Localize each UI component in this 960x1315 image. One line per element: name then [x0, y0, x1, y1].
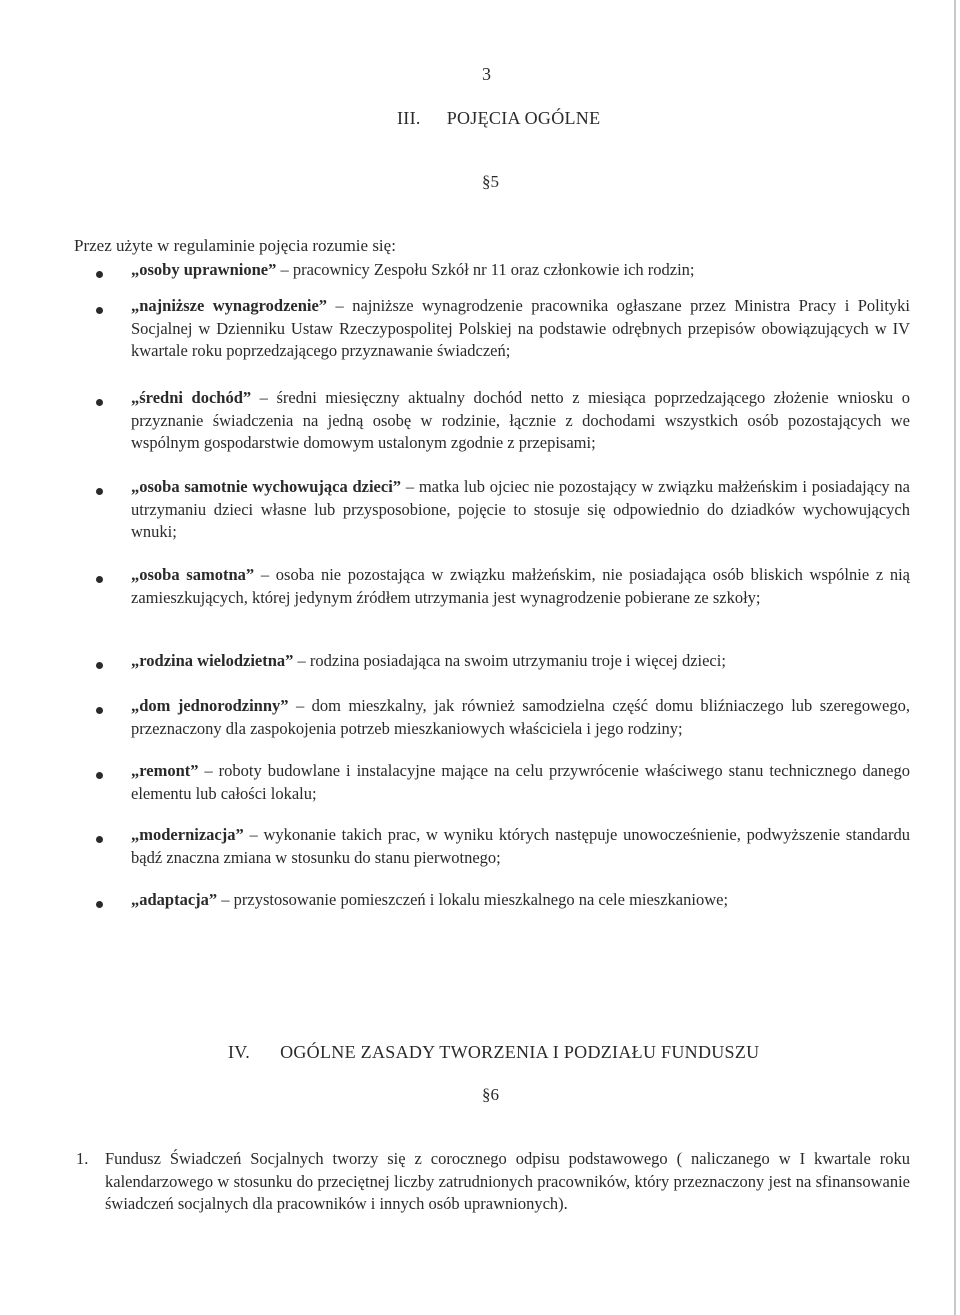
section-number: III.	[397, 108, 421, 128]
definition-term: „modernizacja”	[131, 825, 244, 844]
definition-text: – roboty budowlane i instalacyjne mające na celu przywrócenie właściwego stanu technicznego danego elementu lub całości lokalu;	[131, 761, 910, 803]
point-number: 1.	[76, 1149, 89, 1168]
definition-text: – rodzina posiadająca na swoim utrzymaniu troje i więcej dzieci;	[293, 651, 726, 670]
definition-term: „najniższe wynagrodzenie”	[131, 296, 328, 315]
definition-term: „remont”	[131, 761, 199, 780]
definition-text: – najniższe wynagrodzenie pracownika ogłaszane przez Ministra Pracy i Polityki Socjalnej w Dzienniku Ustaw Rzeczypospolitej Polskiej na podstawie odrębnych przepisów obowiązujących w IV kwartale roku poprzedzającego przyznawanie świadczeń;	[131, 296, 910, 360]
section-heading-iii	[397, 108, 600, 129]
definition-text: – pracownicy Zespołu Szkół nr 11 oraz członkowie ich rodzin;	[276, 260, 695, 279]
definition-item	[131, 295, 910, 363]
definition-term: „osoba samotna”	[131, 565, 255, 584]
point-text: Fundusz Świadczeń Socjalnych tworzy się z corocznego odpisu podstawowego ( naliczanego w I kwartale roku kalendarzowego w stosunku do przeciętnej liczby zatrudnionych pracowników, który przeznaczony jest na sfinansowanie świadczeń socjalnych dla pracowników i innych osób uprawnionych).	[105, 1149, 910, 1213]
section-number: IV.	[228, 1042, 251, 1062]
bullet	[96, 901, 103, 908]
definition-item	[131, 476, 910, 544]
bullet	[96, 399, 103, 406]
definition-term: „adaptacja”	[131, 890, 218, 909]
definition-item	[131, 695, 910, 740]
bullet	[96, 576, 103, 583]
definition-item	[131, 824, 910, 869]
section-title: OGÓLNE ZASADY TWORZENIA I PODZIAŁU FUNDUSZU	[280, 1042, 760, 1062]
definition-term: „osoba samotnie wychowująca dzieci”	[131, 477, 402, 496]
definition-item	[131, 650, 910, 673]
bullet	[96, 772, 103, 779]
bullet	[96, 707, 103, 714]
page-number: 3	[482, 64, 491, 84]
definition-term: „osoby uprawnione”	[131, 260, 277, 279]
paragraph-symbol-5: §5	[482, 172, 499, 191]
scan-edge-line	[954, 0, 956, 1315]
definition-item	[131, 889, 910, 912]
definition-text: – średni miesięczny aktualny dochód netto z miesiąca poprzedzającego złożenie wniosku o przyznanie świadczenia na jedną osobę w rodzinie, łącznie z dochodami wszystkich osób pozostających we wspólnym gospodarstwie domowym ustalonym zgodnie z przepisami;	[131, 388, 910, 452]
bullet	[96, 836, 103, 843]
definitions-intro: Przez użyte w regulaminie pojęcia rozumie się:	[74, 236, 396, 255]
definition-text: – przystosowanie pomieszczeń i lokalu mieszkalnego na cele mieszkaniowe;	[217, 890, 729, 909]
bullet	[96, 662, 103, 669]
definition-term: „rodzina wielodzietna”	[131, 651, 294, 670]
section-heading-iv	[228, 1042, 759, 1063]
section-title: POJĘCIA OGÓLNE	[446, 108, 601, 128]
definition-text: – dom mieszkalny, jak również samodzielna część domu bliźniaczego lub szeregowego, przeznaczony dla zaspokojenia potrzeb mieszkaniowych właściciela i jego rodziny;	[131, 696, 910, 738]
definition-text: – matka lub ojciec nie pozostający w związku małżeńskim i posiadający na utrzymaniu dzieci własne lub przysposobione, pojęcie to stosuje się odpowiednio do dziadków wychowujących wnuki;	[131, 477, 910, 541]
definition-item	[131, 387, 910, 455]
paragraph-symbol-6: §6	[482, 1085, 499, 1104]
definition-term: „średni dochód”	[131, 388, 252, 407]
definition-term: „dom jednorodzinny”	[131, 696, 289, 715]
definition-item	[131, 564, 910, 609]
definition-text: – osoba nie pozostająca w związku małżeńskim, nie posiadająca osób bliskich wspólnie z nią zamieszkujących, której jedynym źródłem utrzymania jest wynagrodzenie pobierane ze szkoły;	[131, 565, 911, 607]
definition-item	[131, 760, 910, 805]
bullet	[96, 307, 103, 314]
definition-text: – wykonanie takich prac, w wyniku których następuje unowocześnienie, podwyższenie standardu bądź znaczna zmiana w stosunku do stanu pierwotnego;	[131, 825, 910, 867]
bullet	[96, 488, 103, 495]
definition-item	[131, 259, 910, 282]
bullet	[96, 271, 103, 278]
